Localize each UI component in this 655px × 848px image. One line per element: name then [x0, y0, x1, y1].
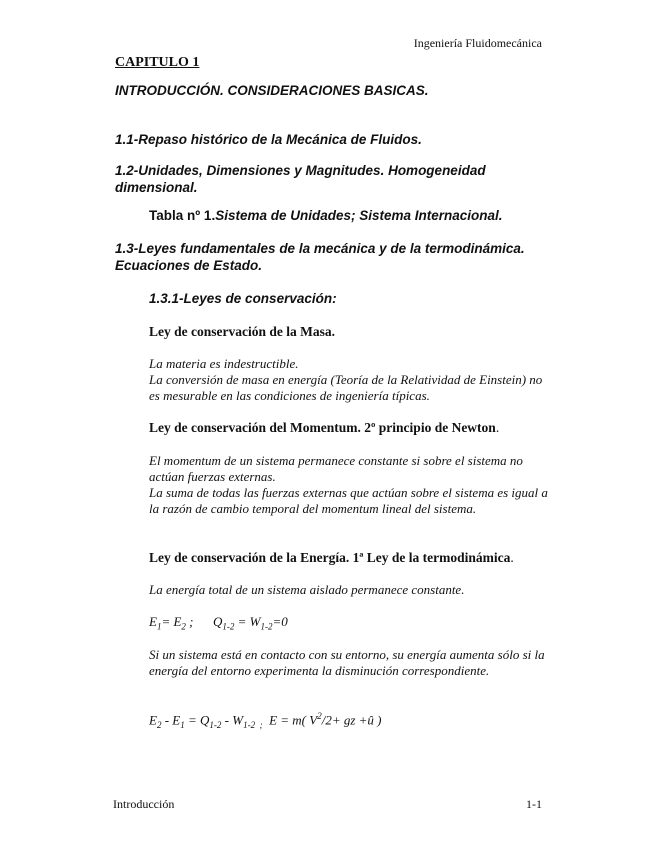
- footer-section-name: Introducción: [113, 797, 175, 811]
- equation-1: [149, 614, 288, 632]
- law-momentum-title-end: .: [495, 420, 500, 435]
- eq1-sep: ;: [185, 614, 214, 629]
- eq1-c: Q: [213, 614, 223, 629]
- eq2-c: = Q: [184, 712, 210, 728]
- table-caption-title: Sistema de Unidades; Sistema Internacional.: [215, 208, 503, 223]
- section-1-3-1: 1.3.1-Leyes de conservación:: [149, 291, 337, 306]
- eq2-f: /2+ gz +û ): [321, 712, 382, 728]
- law-mass-line1: La materia es indestructible.: [149, 356, 299, 371]
- law-mass-text: [149, 356, 549, 404]
- law-energy-line2: Si un sistema está en contacto con su entorno, su energía aumenta sólo si la energía del entorno experimenta la disminución correspondiente.: [149, 647, 545, 678]
- law-energy-title: [149, 550, 514, 566]
- law-energy-title-text: Ley de conservación de la Energía. 1ª Ley de la termodinámica: [149, 550, 511, 565]
- chapter-label: CAPITULO 1: [115, 55, 200, 70]
- eq2-e-sup: 2: [317, 711, 322, 721]
- eq2-a: E: [149, 712, 157, 728]
- eq1-a: E: [149, 614, 157, 629]
- law-energy-title-end: .: [510, 550, 514, 565]
- law-momentum-title-text: Ley de conservación del Momentum. 2º principio de Newton: [149, 420, 496, 435]
- law-energy-line1: La energía total de un sistema aislado permanece constante.: [149, 582, 465, 597]
- section-1-3: 1.3-Leyes fundamentales de la mecánica y de la termodinámica. Ecuaciones de Estado.: [115, 241, 525, 273]
- section-1-2: 1.2-Unidades, Dimensiones y Magnitudes. Homogeneidad dimensional.: [115, 163, 486, 195]
- eq1-b-sub: 2: [181, 621, 186, 632]
- eq2-a-sub: 2: [156, 719, 162, 730]
- chapter-title: INTRODUCCIÓN. CONSIDERACIONES BASICAS.: [115, 83, 429, 98]
- table-caption-prefix: Tabla nº 1.: [149, 208, 216, 223]
- law-momentum-line1: El momentum de un sistema permanece constante si sobre el sistema no actúan fuerzas externas.: [149, 453, 523, 484]
- law-mass-line2: La conversión de masa en energía (Teoría de la Relatividad de Einstein) no es mesurable en las condiciones de ingeniería típicas.: [149, 372, 543, 403]
- eq1-b: = E: [161, 614, 182, 629]
- running-header: Ingeniería Fluidomecánica: [413, 36, 542, 50]
- page-number: 1-1: [526, 797, 542, 811]
- table-caption: [149, 208, 503, 223]
- section-1-1: 1.1-Repaso histórico de la Mecánica de Fluidos.: [115, 132, 422, 147]
- eq2-d-sub: 1-2 ;: [243, 719, 263, 730]
- eq2-d: - W: [221, 712, 244, 728]
- eq1-c-sub: 1-2: [222, 621, 235, 632]
- eq2-b-sub: 1: [180, 719, 185, 730]
- law-mass-title: Ley de conservación de la Masa.: [149, 324, 335, 339]
- eq2-e: E = m( V: [262, 712, 318, 728]
- law-momentum-title: [149, 420, 499, 436]
- eq1-d-sub: 1-2: [260, 621, 273, 632]
- eq2-c-sub: 1-2: [209, 719, 222, 730]
- eq1-a-sub: 1: [156, 621, 162, 632]
- law-momentum-text: [149, 453, 549, 517]
- equation-2: [149, 711, 382, 730]
- eq2-b: - E: [161, 712, 181, 728]
- law-momentum-line2: La suma de todas las fuerzas externas que actúan sobre el sistema es igual a la razón de cambio temporal del momentum lineal del sistema.: [149, 485, 548, 516]
- eq1-e: =0: [272, 614, 288, 629]
- eq1-d: = W: [234, 614, 261, 629]
